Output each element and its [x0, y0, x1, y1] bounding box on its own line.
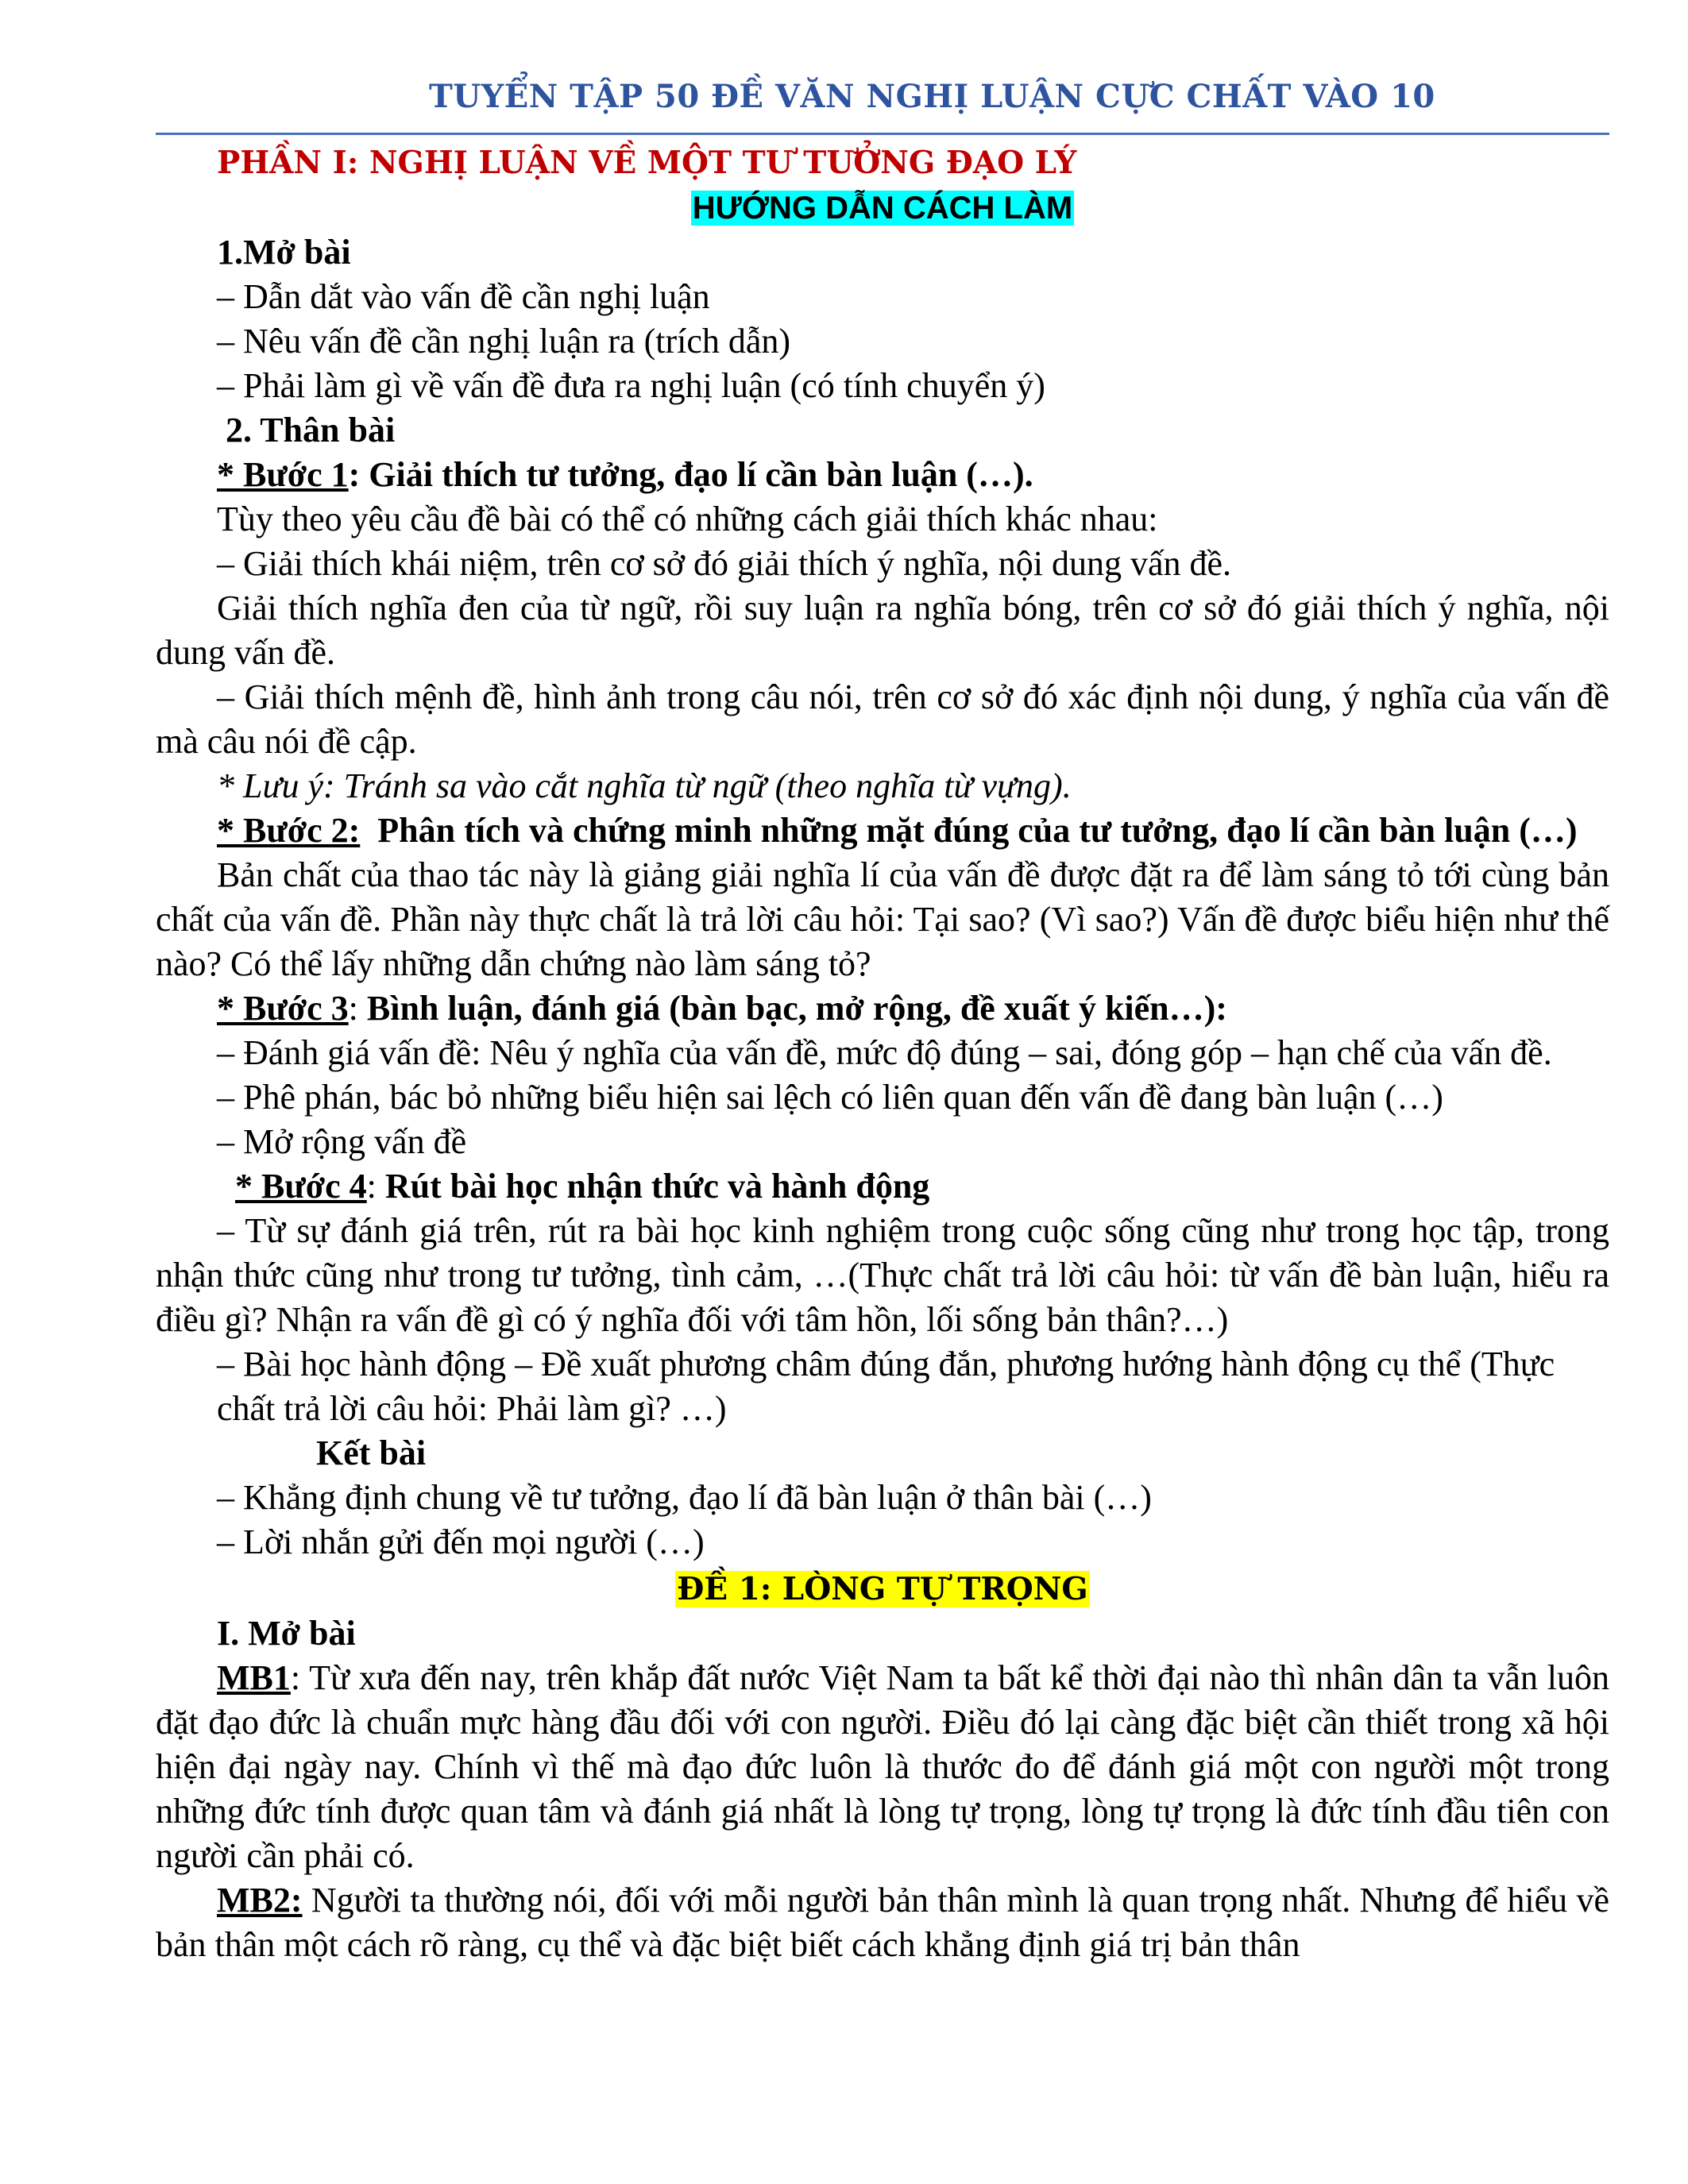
mo-bai-heading: 1.Mở bài — [217, 233, 351, 272]
step4-colon: : — [366, 1167, 385, 1206]
step1-title: : Giải thích tư tưởng, đạo lí cần bàn luận (…). — [348, 455, 1033, 494]
mb2-label: MB2: — [217, 1881, 303, 1920]
header-divider — [156, 133, 1609, 135]
mo-bai-item: – Nêu vấn đề cần nghị luận ra (trích dẫn) — [217, 322, 791, 361]
step4-label: * Bước 4 — [235, 1167, 367, 1206]
step1-paragraph: – Giải thích khái niệm, trên cơ sở đó giải thích ý nghĩa, nội dung vấn đề. — [217, 544, 1232, 583]
step3-paragraph: – Phê phán, bác bỏ những biểu hiện sai lệch có liên quan đến vấn đề đang bàn luận (…) — [217, 1078, 1443, 1117]
step3-paragraph: – Đánh giá vấn đề: Nêu ý nghĩa của vấn đề, mức độ đúng – sai, đóng góp – hạn chế của vấn đề. — [217, 1033, 1552, 1072]
de1-title: ĐỀ 1: LÒNG TỰ TRỌNG — [677, 1571, 1088, 1607]
step1-intro: Tùy theo yêu cầu đề bài có thể có những cách giải thích khác nhau: — [217, 500, 1158, 538]
than-bai-heading: 2. Thân bài — [217, 411, 396, 450]
step1-note: * Lưu ý: Tránh sa vào cắt nghĩa từ ngữ (theo nghĩa từ vựng). — [217, 766, 1072, 805]
ket-bai-item: – Khẳng định chung về tư tưởng, đạo lí đã bàn luận ở thân bài (…) — [217, 1478, 1152, 1517]
mo-bai-item: – Phải làm gì về vấn đề đưa ra nghị luận (có tính chuyển ý) — [217, 366, 1045, 405]
step4-heading — [156, 1164, 1609, 1209]
mb1-label: MB1 — [217, 1658, 291, 1697]
step1-paragraph: Giải thích nghĩa đen của từ ngữ, rồi suy luận ra nghĩa bóng, trên cơ sở đó giải thích ý nghĩa, nội dung vấn đề. — [156, 588, 1609, 672]
step3-paragraph: – Mở rộng vấn đề — [217, 1122, 467, 1161]
step2-title: Phân tích và chứng minh những mặt đúng của tư tưởng, đạo lí cần bàn luận (…) — [360, 811, 1578, 850]
document-header-title: TUYỂN TẬP 50 ĐỀ VĂN NGHỊ LUẬN CỰC CHẤT VÀO 10 — [429, 78, 1435, 115]
step2-paragraph: Bản chất của thao tác này là giảng giải nghĩa lí của vấn đề được đặt ra để làm sáng tỏ tới cùng bản chất của vấn đề. Phần này thực chất là trả lời câu hỏi: Tại sao? (Vì sao?) Vấn đề được biểu hiện như thế nào? Có thể lấy những dẫn chứng nào làm sáng tỏ? — [156, 855, 1609, 983]
step4-paragraph: – Bài học hành động – Đề xuất phương châm đúng đắn, phương hướng hành động cụ thể (Thực chất trả lời câu hỏi: Phải làm gì? …) — [217, 1345, 1555, 1428]
ket-bai-heading: Kết bài — [316, 1433, 427, 1472]
step3-heading — [156, 986, 1609, 1031]
step3-colon: : — [348, 989, 367, 1028]
step3-title: Bình luận, đánh giá (bàn bạc, mở rộng, đề xuất ý kiến…): — [366, 989, 1227, 1028]
step3-label: * Bước 3 — [217, 989, 349, 1028]
mb1-paragraph — [156, 1656, 1609, 1878]
step2-heading — [156, 808, 1609, 853]
part-title: PHẦN I: NGHỊ LUẬN VỀ MỘT TƯ TƯỞNG ĐẠO LÝ — [217, 145, 1077, 181]
step4-paragraph: – Từ sự đánh giá trên, rút ra bài học kinh nghiệm trong cuộc sống cũng như trong học tập, trong nhận thức cũng như trong tư tưởng, tình cảm, …(Thực chất trả lời câu hỏi: từ vấn đề bàn luận, hiểu ra điều gì? Nhận ra vấn đề gì có ý nghĩa đối với tâm hồn, lối sống bản thân?…) — [156, 1211, 1609, 1339]
document-body — [156, 140, 1609, 1967]
step1-heading — [156, 453, 1609, 497]
mb2-paragraph — [156, 1878, 1609, 1967]
de1-mo-bai-heading: I. Mở bài — [217, 1614, 356, 1653]
guide-title: HƯỚNG DẪN CÁCH LÀM — [692, 191, 1073, 226]
mo-bai-item: – Dẫn dắt vào vấn đề cần nghị luận — [217, 277, 710, 316]
ket-bai-item: – Lời nhắn gửi đến mọi người (…) — [217, 1522, 705, 1561]
step1-label: * Bước 1 — [217, 455, 349, 494]
step2-label: * Bước 2: — [217, 811, 361, 850]
mb1-text: : Từ xưa đến nay, trên khắp đất nước Việt Nam ta bất kể thời đại nào thì nhân dân ta vẫn luôn đặt đạo đức là chuẩn mực hàng đầu đối với con người. Điều đó lại càng đặc biệt cần thiết trong xã hội hiện đại ngày nay. Chính vì thế mà đạo đức luôn là thước đo để đánh giá một con người một trong những đức tính được quan tâm và đánh giá nhất là lòng tự trọng, lòng tự trọng là đức tính đầu tiên con người cần phải có. — [156, 1658, 1609, 1875]
step4-title: Rút bài học nhận thức và hành động — [384, 1167, 930, 1206]
step1-paragraph: – Giải thích mệnh đề, hình ảnh trong câu nói, trên cơ sở đó xác định nội dung, ý nghĩa của vấn đề mà câu nói đề cập. — [156, 677, 1609, 761]
mb2-text: Người ta thường nói, đối với mỗi người bản thân mình là quan trọng nhất. Nhưng để hiểu về bản thân một cách rõ ràng, cụ thể và đặc biệt biết cách khẳng định giá trị bản thân — [156, 1881, 1609, 1964]
